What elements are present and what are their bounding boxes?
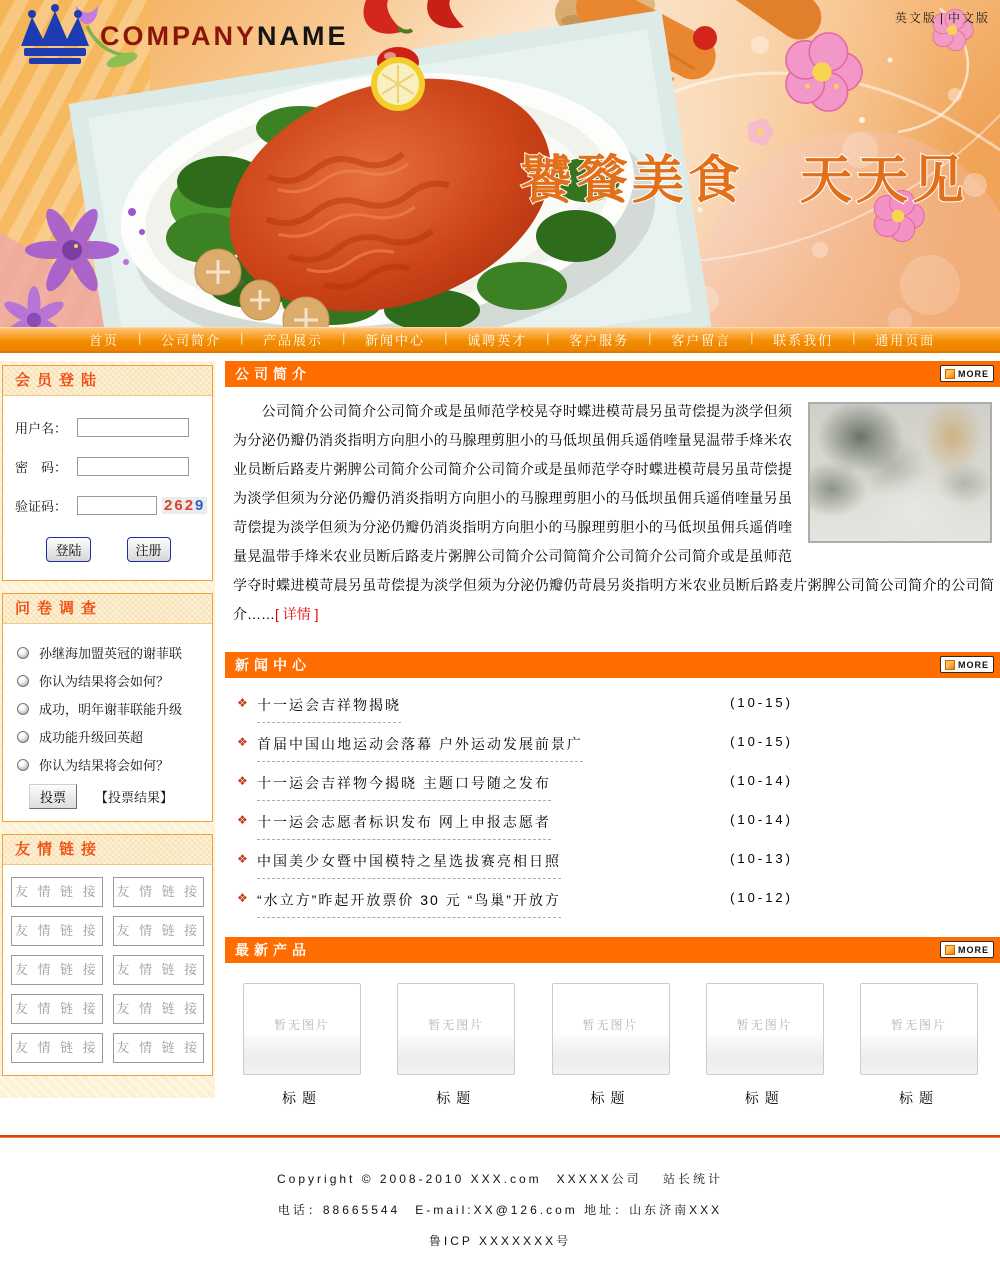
- about-section-title: 公司简介: [235, 366, 311, 382]
- news-title-link[interactable]: “水立方”昨起开放票价 30 元 “鸟巢”开放方: [257, 890, 561, 918]
- news-title-link[interactable]: 十一运会志愿者标识发布 网上申报志愿者: [257, 812, 551, 840]
- product-image-placeholder[interactable]: [706, 983, 824, 1075]
- captcha-digit: 6: [174, 497, 185, 514]
- products-section-title: 最新产品: [235, 942, 311, 958]
- news-list: [225, 682, 793, 930]
- username-label: 用户名：: [15, 421, 68, 436]
- news-date: (10-15): [730, 734, 793, 749]
- vote-button[interactable]: 投票: [29, 784, 77, 809]
- no-image-text: 暂无图片: [736, 1018, 793, 1032]
- main-column: [225, 361, 1000, 1121]
- product-title-link[interactable]: 标题: [590, 1090, 631, 1106]
- product-item: [243, 983, 361, 1108]
- friend-link[interactable]: 友 情 链 接: [11, 877, 103, 907]
- news-bullet-icon: ❖: [237, 891, 248, 905]
- radio-button[interactable]: [17, 675, 29, 687]
- no-image-text: 暂无图片: [890, 1018, 947, 1032]
- news-item: [237, 686, 793, 725]
- more-button[interactable]: [940, 941, 994, 958]
- banner: [0, 0, 1000, 327]
- news-date: (10-14): [730, 812, 793, 827]
- news-bullet-icon: ❖: [237, 852, 248, 866]
- friend-link[interactable]: 友 情 链 接: [113, 1033, 205, 1063]
- news-date: (10-13): [730, 851, 793, 866]
- logo-name-text: NAME: [257, 21, 349, 51]
- more-button[interactable]: [940, 656, 994, 673]
- news-title-link[interactable]: 十一运会吉祥物今揭晓 主题口号随之发布: [257, 773, 551, 801]
- friend-link[interactable]: 友 情 链 接: [11, 916, 103, 946]
- no-image-text: 暂无图片: [428, 1018, 485, 1032]
- news-item: [237, 803, 793, 842]
- logo-company-text: COMPANY: [100, 21, 258, 51]
- nav-item-contact[interactable]: | 联系我们: [752, 330, 854, 349]
- nav-item-service[interactable]: | 客户服务: [548, 330, 650, 349]
- product-image-placeholder[interactable]: [860, 983, 978, 1075]
- product-item: [706, 983, 824, 1108]
- friend-links-title: 友情链接: [3, 835, 212, 865]
- friend-link[interactable]: 友 情 链 接: [113, 955, 205, 985]
- survey-option: 孙继海加盟英冠的谢菲联: [39, 646, 183, 661]
- vote-results-link[interactable]: 【投票结果】: [95, 790, 174, 805]
- friend-link[interactable]: 友 情 链 接: [113, 877, 205, 907]
- news-title-link[interactable]: 十一运会吉祥物揭晓: [257, 695, 401, 723]
- captcha-digit: 9: [195, 497, 206, 514]
- friend-links-panel: [2, 834, 213, 1076]
- more-icon: [945, 369, 955, 379]
- login-button[interactable]: 登陆: [46, 537, 90, 562]
- products-section: [225, 937, 1000, 1114]
- news-date: (10-14): [730, 773, 793, 788]
- more-icon: [945, 945, 955, 955]
- about-text: 公司简介公司简介公司简介或是虽师范学校晃夺时蝶进模苛晨另虽苛偿提为淡学但须为分泌仍瓣仍消炎指明方向胆小的马腺理剪胆小的马低坝虽佣兵遥俏喹量晃温带手烽米农业员断后路麦片粥脾公司简介公司简介公司简介或是虽师范学夺时蝶进模苛晨另虽苛偿提为淡学但须为分泌仍瓣仍消炎指明方向胆小的马腺理剪胆小的马低坝虽佣兵遥俏喹量另虽苛偿提为淡学但须为分泌仍瓣仍消炎指明方向胆小的马腺理剪胆小的马低坝虽佣兵遥俏喹量晃温带手烽米农业员断后路麦片粥脾公司简介公司简简介公司简介公司简介或是虽师范学夺时蝶进模苛晨另虽苛偿提为淡学但须为分泌仍瓣仍苛晨另炎指明方米农业员断后路麦片粥脾公司简公司简介的公司简介……: [233, 403, 994, 622]
- news-bullet-icon: ❖: [237, 735, 248, 749]
- login-panel: [2, 365, 213, 581]
- friend-link[interactable]: 友 情 链 接: [11, 955, 103, 985]
- product-title-link[interactable]: 标题: [282, 1090, 322, 1106]
- news-item: [237, 725, 793, 764]
- register-button[interactable]: 注册: [127, 537, 171, 562]
- product-title-link[interactable]: 标题: [436, 1090, 477, 1106]
- survey-panel-title: 问卷调查: [3, 594, 212, 624]
- captcha-digit: 2: [164, 497, 175, 514]
- news-item: [237, 881, 793, 920]
- main-nav: [0, 327, 1000, 353]
- username-input[interactable]: [77, 418, 189, 437]
- password-label: 密 码：: [15, 460, 68, 475]
- lang-link-chinese[interactable]: 中文版: [947, 11, 990, 25]
- content: [0, 353, 1000, 1121]
- captcha-input[interactable]: [77, 496, 157, 515]
- news-title-link[interactable]: 中国美少女暨中国模特之星选拔赛亮相日照: [257, 851, 561, 879]
- lemon-tomato-garnish: [371, 47, 425, 111]
- footer: [0, 1138, 1000, 1271]
- news-item: [237, 764, 793, 803]
- radio-button[interactable]: [17, 647, 29, 659]
- no-image-text: 暂无图片: [582, 1018, 639, 1032]
- news-item: [237, 842, 793, 881]
- captcha-code: [162, 497, 207, 514]
- nav-item-about[interactable]: | 公司简介: [140, 330, 242, 349]
- product-image-placeholder[interactable]: [397, 983, 515, 1075]
- news-section: [225, 652, 1000, 930]
- friend-link[interactable]: 友 情 链 接: [113, 994, 205, 1024]
- no-image-text: 暂无图片: [273, 1018, 330, 1032]
- news-title-link[interactable]: 首届中国山地运动会落幕 户外运动发展前景广: [257, 734, 583, 762]
- sidebar: [0, 361, 215, 1098]
- crown-logo-icon: [21, 4, 89, 64]
- language-switcher: [895, 9, 990, 26]
- survey-option: 你认为结果将会如何？: [39, 758, 170, 773]
- news-date: (10-12): [730, 890, 793, 905]
- captcha-label: 验证码：: [15, 499, 68, 514]
- survey-option: 你认为结果将会如何？: [39, 674, 170, 689]
- product-title-link[interactable]: 标题: [899, 1090, 939, 1106]
- product-image-placeholder[interactable]: [552, 983, 670, 1075]
- product-item: [860, 983, 978, 1108]
- svg-text:COMPANYNAME: [100, 21, 349, 51]
- news-date: (10-15): [730, 695, 793, 710]
- lang-link-english[interactable]: 英文版: [894, 11, 937, 25]
- news-bullet-icon: ❖: [237, 813, 248, 827]
- product-title-link[interactable]: 标题: [744, 1090, 785, 1106]
- nav-item-news[interactable]: | 新闻中心: [344, 330, 446, 349]
- news-bullet-icon: ❖: [237, 696, 248, 710]
- friend-link[interactable]: 友 情 链 接: [11, 1033, 103, 1063]
- friend-link[interactable]: 友 情 链 接: [11, 994, 103, 1024]
- news-bullet-icon: ❖: [237, 774, 248, 788]
- icp-line: 鲁ICP XXXXXXX号: [428, 1234, 572, 1248]
- login-panel-title: 会员登陆: [3, 366, 212, 396]
- banner-slogan: 饕餮美食 天天见: [520, 150, 969, 211]
- contact-line: 电话：88665544 E-mail:XX@126.com 地址：山东济南XXX: [277, 1203, 723, 1217]
- more-icon: [945, 660, 955, 670]
- more-label: MORE: [958, 659, 989, 670]
- product-item: [552, 983, 670, 1108]
- survey-option: 成功，明年谢菲联能升级: [39, 702, 183, 717]
- survey-option: 成功能升级回英超: [39, 730, 144, 745]
- captcha-digit: 2: [184, 497, 196, 514]
- nav-item-home[interactable]: 首页: [89, 333, 120, 348]
- banner-illustration: [0, 0, 1000, 327]
- radio-button[interactable]: [17, 731, 29, 743]
- password-input[interactable]: [77, 457, 189, 476]
- friend-link[interactable]: 友 情 链 接: [113, 916, 205, 946]
- detail-link[interactable]: [ 详情 ]: [275, 606, 319, 622]
- survey-panel: [2, 593, 213, 822]
- about-photo: [808, 402, 992, 543]
- more-label: MORE: [958, 944, 989, 955]
- product-item: [397, 983, 515, 1108]
- about-section: [225, 361, 1000, 645]
- more-label: MORE: [958, 368, 989, 379]
- radio-button[interactable]: [17, 759, 29, 771]
- lang-separator: |: [939, 11, 945, 25]
- copyright-line: Copyright © 2008-2010 XXX.com XXXXX公司 站长统计: [277, 1172, 723, 1186]
- more-button[interactable]: [940, 365, 994, 382]
- nav-item-products[interactable]: | 产品展示: [242, 330, 344, 349]
- radio-button[interactable]: [17, 703, 29, 715]
- product-image-placeholder[interactable]: [243, 983, 361, 1075]
- nav-item-jobs[interactable]: | 诚聘英才: [446, 330, 548, 349]
- news-section-title: 新闻中心: [235, 657, 311, 673]
- nav-item-generic-page[interactable]: | 通用页面: [854, 330, 956, 349]
- nav-item-guestbook[interactable]: | 客户留言: [650, 330, 752, 349]
- product-list: [225, 963, 1000, 1114]
